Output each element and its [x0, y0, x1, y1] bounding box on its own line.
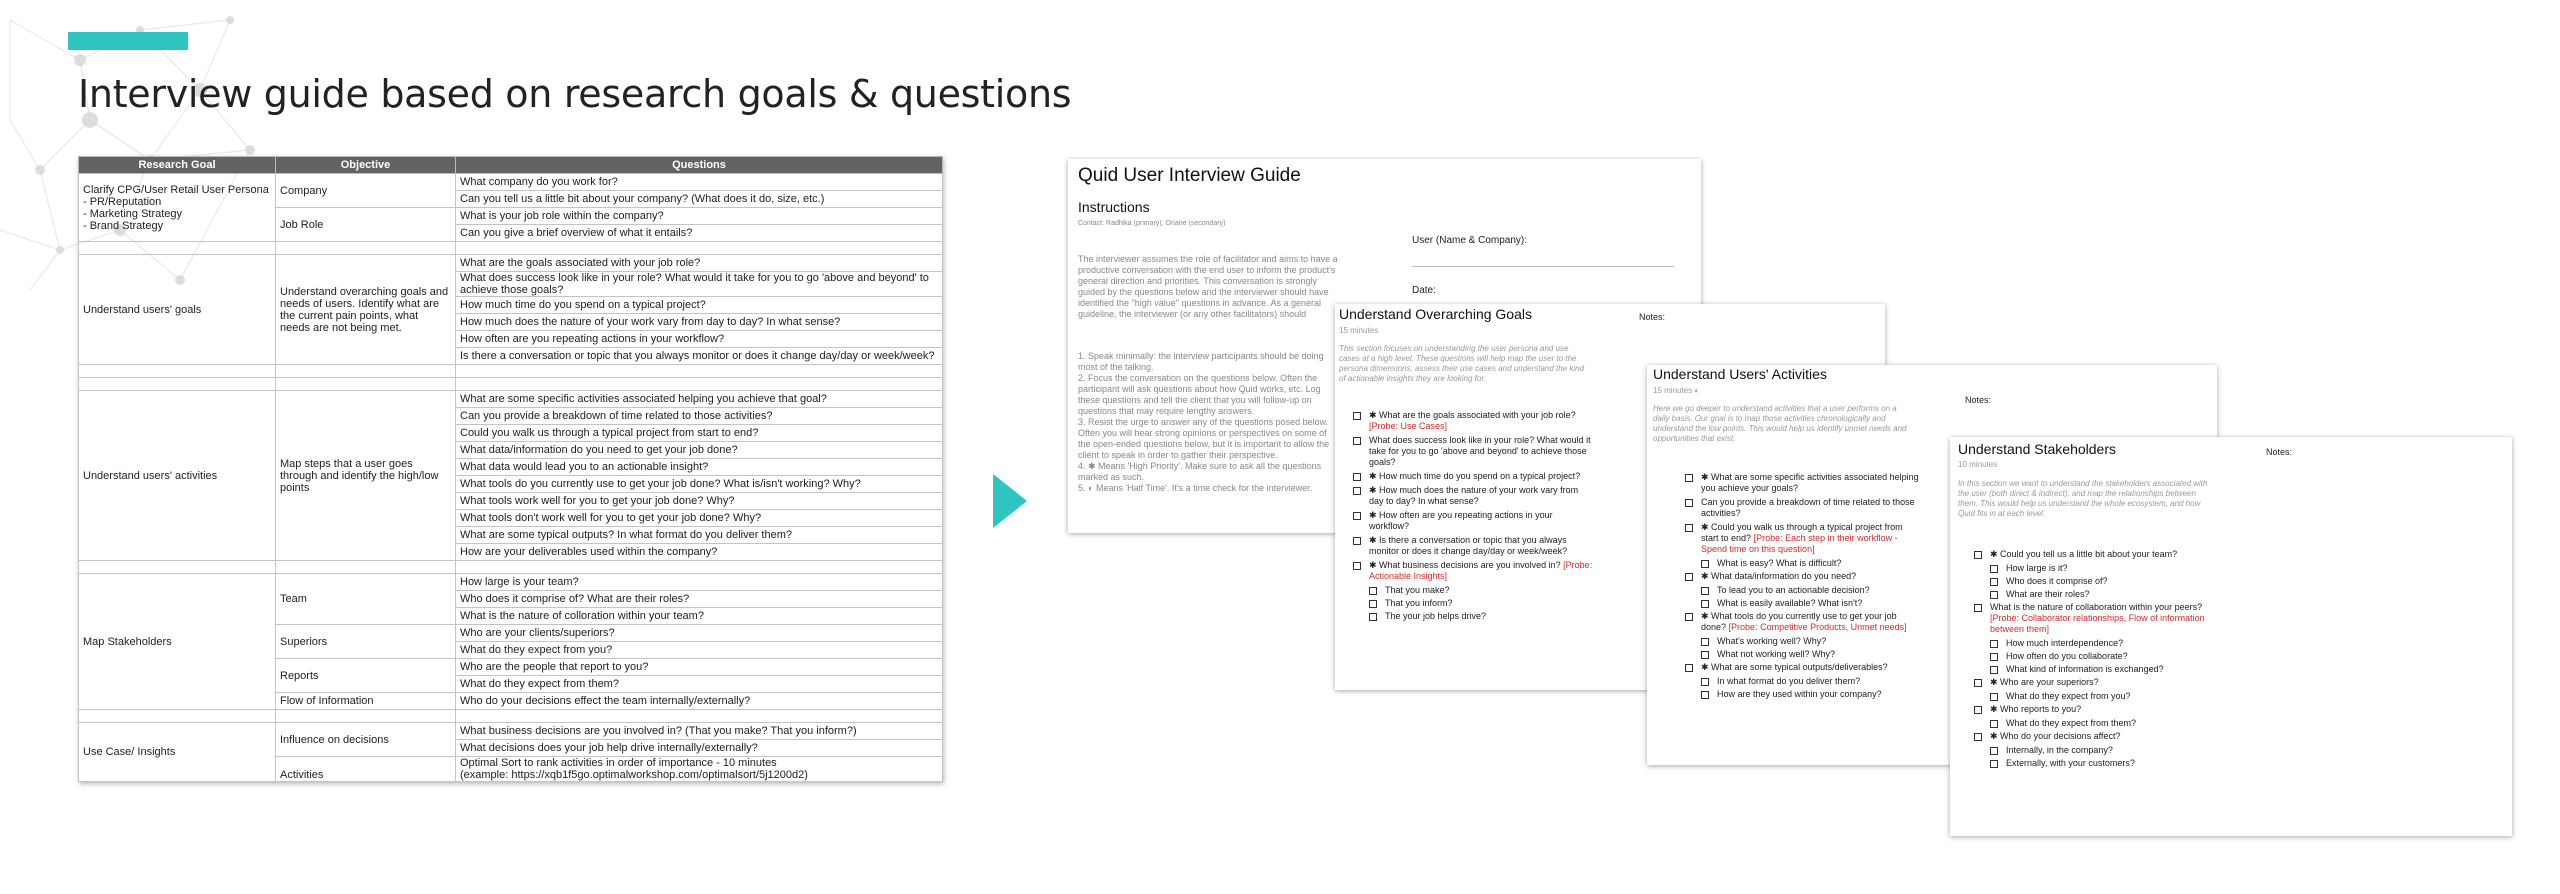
instructions-heading: Instructions [1078, 199, 1150, 215]
section-duration: 15 minutes [1339, 326, 1379, 335]
objective-goals: Understand overarching goals and needs of users. Identify what are the current pain points, what needs are not being met. [276, 255, 456, 365]
question-cell: What company do you work for? [456, 174, 943, 191]
question-cell: What decisions does your job help drive internally/externally? [456, 740, 943, 757]
notes-label: Notes: [2266, 447, 2293, 457]
objective-influence: Influence on decisions [276, 723, 456, 757]
sub-question-item: What do they expect from you? [1990, 691, 2214, 702]
header-objective: Objective [276, 157, 456, 174]
header-questions: Questions [456, 157, 943, 174]
notes-label: Notes: [1965, 395, 1992, 405]
objective-team: Team [276, 574, 456, 625]
table-row [79, 391, 943, 408]
objective-activities: Map steps that a user goes through and identify the high/low points [276, 391, 456, 561]
instruction-item: 1. Speak minimally: the interview participants should be doing most of the talking. [1078, 351, 1324, 372]
sub-question-item: In what format do you deliver them? [1701, 676, 1921, 687]
section-title: Understand Overarching Goals [1339, 306, 1532, 322]
header-research-goal: Research Goal [79, 157, 276, 174]
question-item: ✱ How much does the nature of your work vary from day to day? In what sense? [1353, 485, 1593, 507]
notes-label: Notes: [1639, 312, 1666, 322]
question-item: ✱ Who do your decisions affect? [1974, 731, 2214, 742]
question-cell: Can you give a brief overview of what it entails? [456, 225, 943, 242]
table-header-row [79, 157, 943, 174]
doc-title: Quid User Interview Guide [1078, 165, 1301, 186]
question-item: ✱ How much time do you spend on a typical project? [1353, 471, 1593, 482]
question-cell: Who are the people that report to you? [456, 659, 943, 676]
question-item: What does success look like in your role? What would it take for you to go 'above and beyond' to achieve those goals? [1353, 435, 1593, 468]
question-cell: What are the goals associated with your job role? [456, 255, 943, 272]
question-cell: Is there a conversation or topic that you always monitor or does it change day/day or week/week? [456, 348, 943, 365]
question-cell: What does success look like in your role? What would it take for you to go 'above and beyond' to achieve those goals? [456, 272, 943, 297]
question-cell: What are some typical outputs? In what format do you deliver them? [456, 527, 943, 544]
question-item: ✱ Who are your superiors? [1974, 677, 2214, 688]
question-list [1974, 549, 2214, 771]
sub-question-item: That you make? [1369, 585, 1593, 596]
question-cell: What is the nature of colloration within your team? [456, 608, 943, 625]
sub-question-item: That you inform? [1369, 598, 1593, 609]
question-cell: What data/information do you need to get your job done? [456, 442, 943, 459]
user-field-line [1412, 266, 1674, 267]
contact-line: Contact: Radhika (primary), Oriane (secondary) [1078, 220, 1226, 227]
table-row [79, 574, 943, 591]
sub-question-item: What do they expect from them? [1990, 718, 2214, 729]
question-cell: Can you tell us a little bit about your company? (What does it do, size, etc.) [456, 191, 943, 208]
question-cell: How much does the nature of your work vary from day to day? In what sense? [456, 314, 943, 331]
date-field-label: Date: [1412, 285, 1436, 296]
section-title: Understand Stakeholders [1958, 441, 2116, 457]
spacer-row [79, 710, 943, 723]
interview-guide-table [78, 156, 943, 782]
sub-question-item: The your job helps drive? [1369, 611, 1593, 622]
question-cell: What are some specific activities associated helping you achieve that goal? [456, 391, 943, 408]
question-item: What is the nature of collaboration within your peers? [Probe: Collaborator relationships, Flow of information between them] [1974, 602, 2214, 635]
spacer-row [79, 365, 943, 378]
accent-bar [68, 32, 188, 50]
question-cell: What tools don't work well for you to get your job done? Why? [456, 510, 943, 527]
research-goal-goals: Understand users' goals [79, 255, 276, 365]
section-duration: 15 minutes ◐ [1653, 386, 1700, 395]
sub-question-item: What kind of information is exchanged? [1990, 664, 2214, 675]
question-item: ✱ What tools do you currently use to get your job done? [Probe: Competitive Products, Unmet needs] [1685, 611, 1921, 633]
research-goal-stakeholders: Map Stakeholders [79, 574, 276, 710]
question-cell: Who are your clients/superiors? [456, 625, 943, 642]
question-item: ✱ Is there a conversation or topic that you always monitor or does it change day/day or week/week? [1353, 535, 1593, 557]
sub-question-item: What is easy? What is difficult? [1701, 558, 1921, 569]
spacer-row [79, 242, 943, 255]
question-cell: Who do your decisions effect the team internally/externally? [456, 693, 943, 710]
objective-reports: Reports [276, 659, 456, 693]
question-cell: What do they expect from them? [456, 676, 943, 693]
objective-flow: Flow of Information [276, 693, 456, 710]
question-cell: Could you walk us through a typical project from start to end? [456, 425, 943, 442]
sub-question-item: Who does it comprise of? [1990, 576, 2214, 587]
question-item: Can you provide a breakdown of time related to those activities? [1685, 497, 1921, 519]
doc-page-stakeholders [1950, 437, 2512, 836]
table-row [79, 723, 943, 740]
objective-company: Company [276, 174, 456, 208]
question-item: ✱ What business decisions are you involved in? [Probe: Actionable Insights] [1353, 560, 1593, 582]
question-cell: What tools work well for you to get your job done? Why? [456, 493, 943, 510]
instructions-intro: The interviewer assumes the role of facilitator and aims to have a productive conversation with the end user to inform the product's general direction and priorities. This conversation is strongly guided by the questions below and the interviewer should have identified the "high value" questions in advance. As a general guideline, the interviewer (or any other facilitators) should [1078, 254, 1338, 319]
question-list [1353, 410, 1593, 624]
question-cell: Can you provide a breakdown of time related to those activities? [456, 408, 943, 425]
sub-question-item: What not working well? Why? [1701, 649, 1921, 660]
question-item: ✱ What are some typical outputs/deliverables? [1685, 662, 1921, 673]
question-item: ✱ Could you walk us through a typical project from start to end? [Probe: Each step in their workflow - Spend time on this question] [1685, 522, 1921, 555]
question-cell: What business decisions are you involved in? (That you make? That you inform?) [456, 723, 943, 740]
question-item: ✱ What are some specific activities associated helping you achieve your goals? [1685, 472, 1921, 494]
question-item: ✱ Who reports to you? [1974, 704, 2214, 715]
objective-superiors: Superiors [276, 625, 456, 659]
research-goal-usecase: Use Case/ Insights [79, 723, 276, 782]
research-goal-persona: Clarify CPG/User Retail User Persona - PR/Reputation - Marketing Strategy - Brand Strategy [79, 174, 276, 242]
instruction-item: 3. Resist the urge to answer any of the questions posed below. Often you will hear strong opinions or perspectives on some of the open-ended questions below, but it is important to allow the client to speak in order to gather their perspective. [1078, 417, 1330, 460]
user-field-label: User (Name & Company): [1412, 235, 1528, 246]
sub-question-item: How are they used within your company? [1701, 689, 1921, 700]
objective-job-role: Job Role [276, 208, 456, 242]
question-cell: What do they expect from you? [456, 642, 943, 659]
sub-question-item: How much interdependence? [1990, 638, 2214, 649]
instruction-item: 5. ◐ Means 'Half Time'. It's a time check for the interviewer. [1078, 483, 1313, 493]
question-cell: How large is your team? [456, 574, 943, 591]
sub-question-item: Externally, with your customers? [1990, 758, 2214, 769]
section-intro: This section focuses on understanding the user persona and use cases at a high level. These questions will help map the user to the persona dimensions, assess their use cases and understand the kind of actionable insights they are looking for. [1339, 344, 1585, 383]
question-cell: How much time do you spend on a typical project? [456, 297, 943, 314]
objective-activities-sort: Activities [276, 757, 456, 782]
question-cell: Who does it comprise of? What are their roles? [456, 591, 943, 608]
sub-question-item: To lead you to an actionable decision? [1701, 585, 1921, 596]
table-row [79, 255, 943, 272]
question-item: ✱ What data/information do you need? [1685, 571, 1921, 582]
spacer-row [79, 378, 943, 391]
sub-question-item: Internally, in the company? [1990, 745, 2214, 756]
sub-question-item: What are their roles? [1990, 589, 2214, 600]
sub-question-item: How often do you collaborate? [1990, 651, 2214, 662]
section-intro: Here we go deeper to understand activities that a user performs on a daily basis. Our goal is to map those activities chronologically and understand the low points. This would help us identify unmet needs and opportunities that exist. [1653, 404, 1907, 443]
instruction-item: 2. Focus the conversation on the questions below. Often the participant will ask questions about how Quid works, etc. Log these questions and tell the client that you will follow-up on questions that may require lengthy answers. [1078, 373, 1321, 416]
sub-question-item: How large is it? [1990, 563, 2214, 574]
question-cell: What data would lead you to an actionable insight? [456, 459, 943, 476]
slide-title: Interview guide based on research goals & questions [78, 72, 1072, 116]
question-item: ✱ How often are you repeating actions in your workflow? [1353, 510, 1593, 532]
sub-question-item: What's working well? Why? [1701, 636, 1921, 647]
question-cell: What is your job role within the company? [456, 208, 943, 225]
section-title: Understand Users' Activities [1653, 366, 1827, 382]
spacer-row [79, 561, 943, 574]
question-item: ✱ Could you tell us a little bit about your team? [1974, 549, 2214, 560]
question-cell: What tools do you currently use to get your job done? What is/isn't working? Why? [456, 476, 943, 493]
section-intro: In this section we want to understand the stakeholders associated with the user (both direct & indirect), and map the relationships between them. This would help us understand the whole ecosystem, and how Quid fits in at each level. [1958, 479, 2208, 518]
table-row [79, 174, 943, 191]
question-item: ✱ What are the goals associated with your job role? [Probe: Use Cases] [1353, 410, 1593, 432]
instructions-list [1078, 351, 1340, 494]
question-cell: Optimal Sort to rank activities in order of importance - 10 minutes (example: https://xqb1f5go.optimalworkshop.com/optimalsort/5j1200d2) [456, 757, 943, 782]
arrow-right-icon [993, 474, 1027, 528]
question-cell: How are your deliverables used within the company? [456, 544, 943, 561]
sub-question-item: What is easily available? What isn't? [1701, 598, 1921, 609]
section-duration: 10 minutes [1958, 460, 1998, 469]
question-list [1685, 472, 1921, 702]
research-goal-activities: Understand users' activities [79, 391, 276, 561]
question-cell: How often are you repeating actions in your workflow? [456, 331, 943, 348]
instruction-item: 4. ✱ Means 'High Priority'. Make sure to ask all the questions marked as such. [1078, 461, 1322, 482]
